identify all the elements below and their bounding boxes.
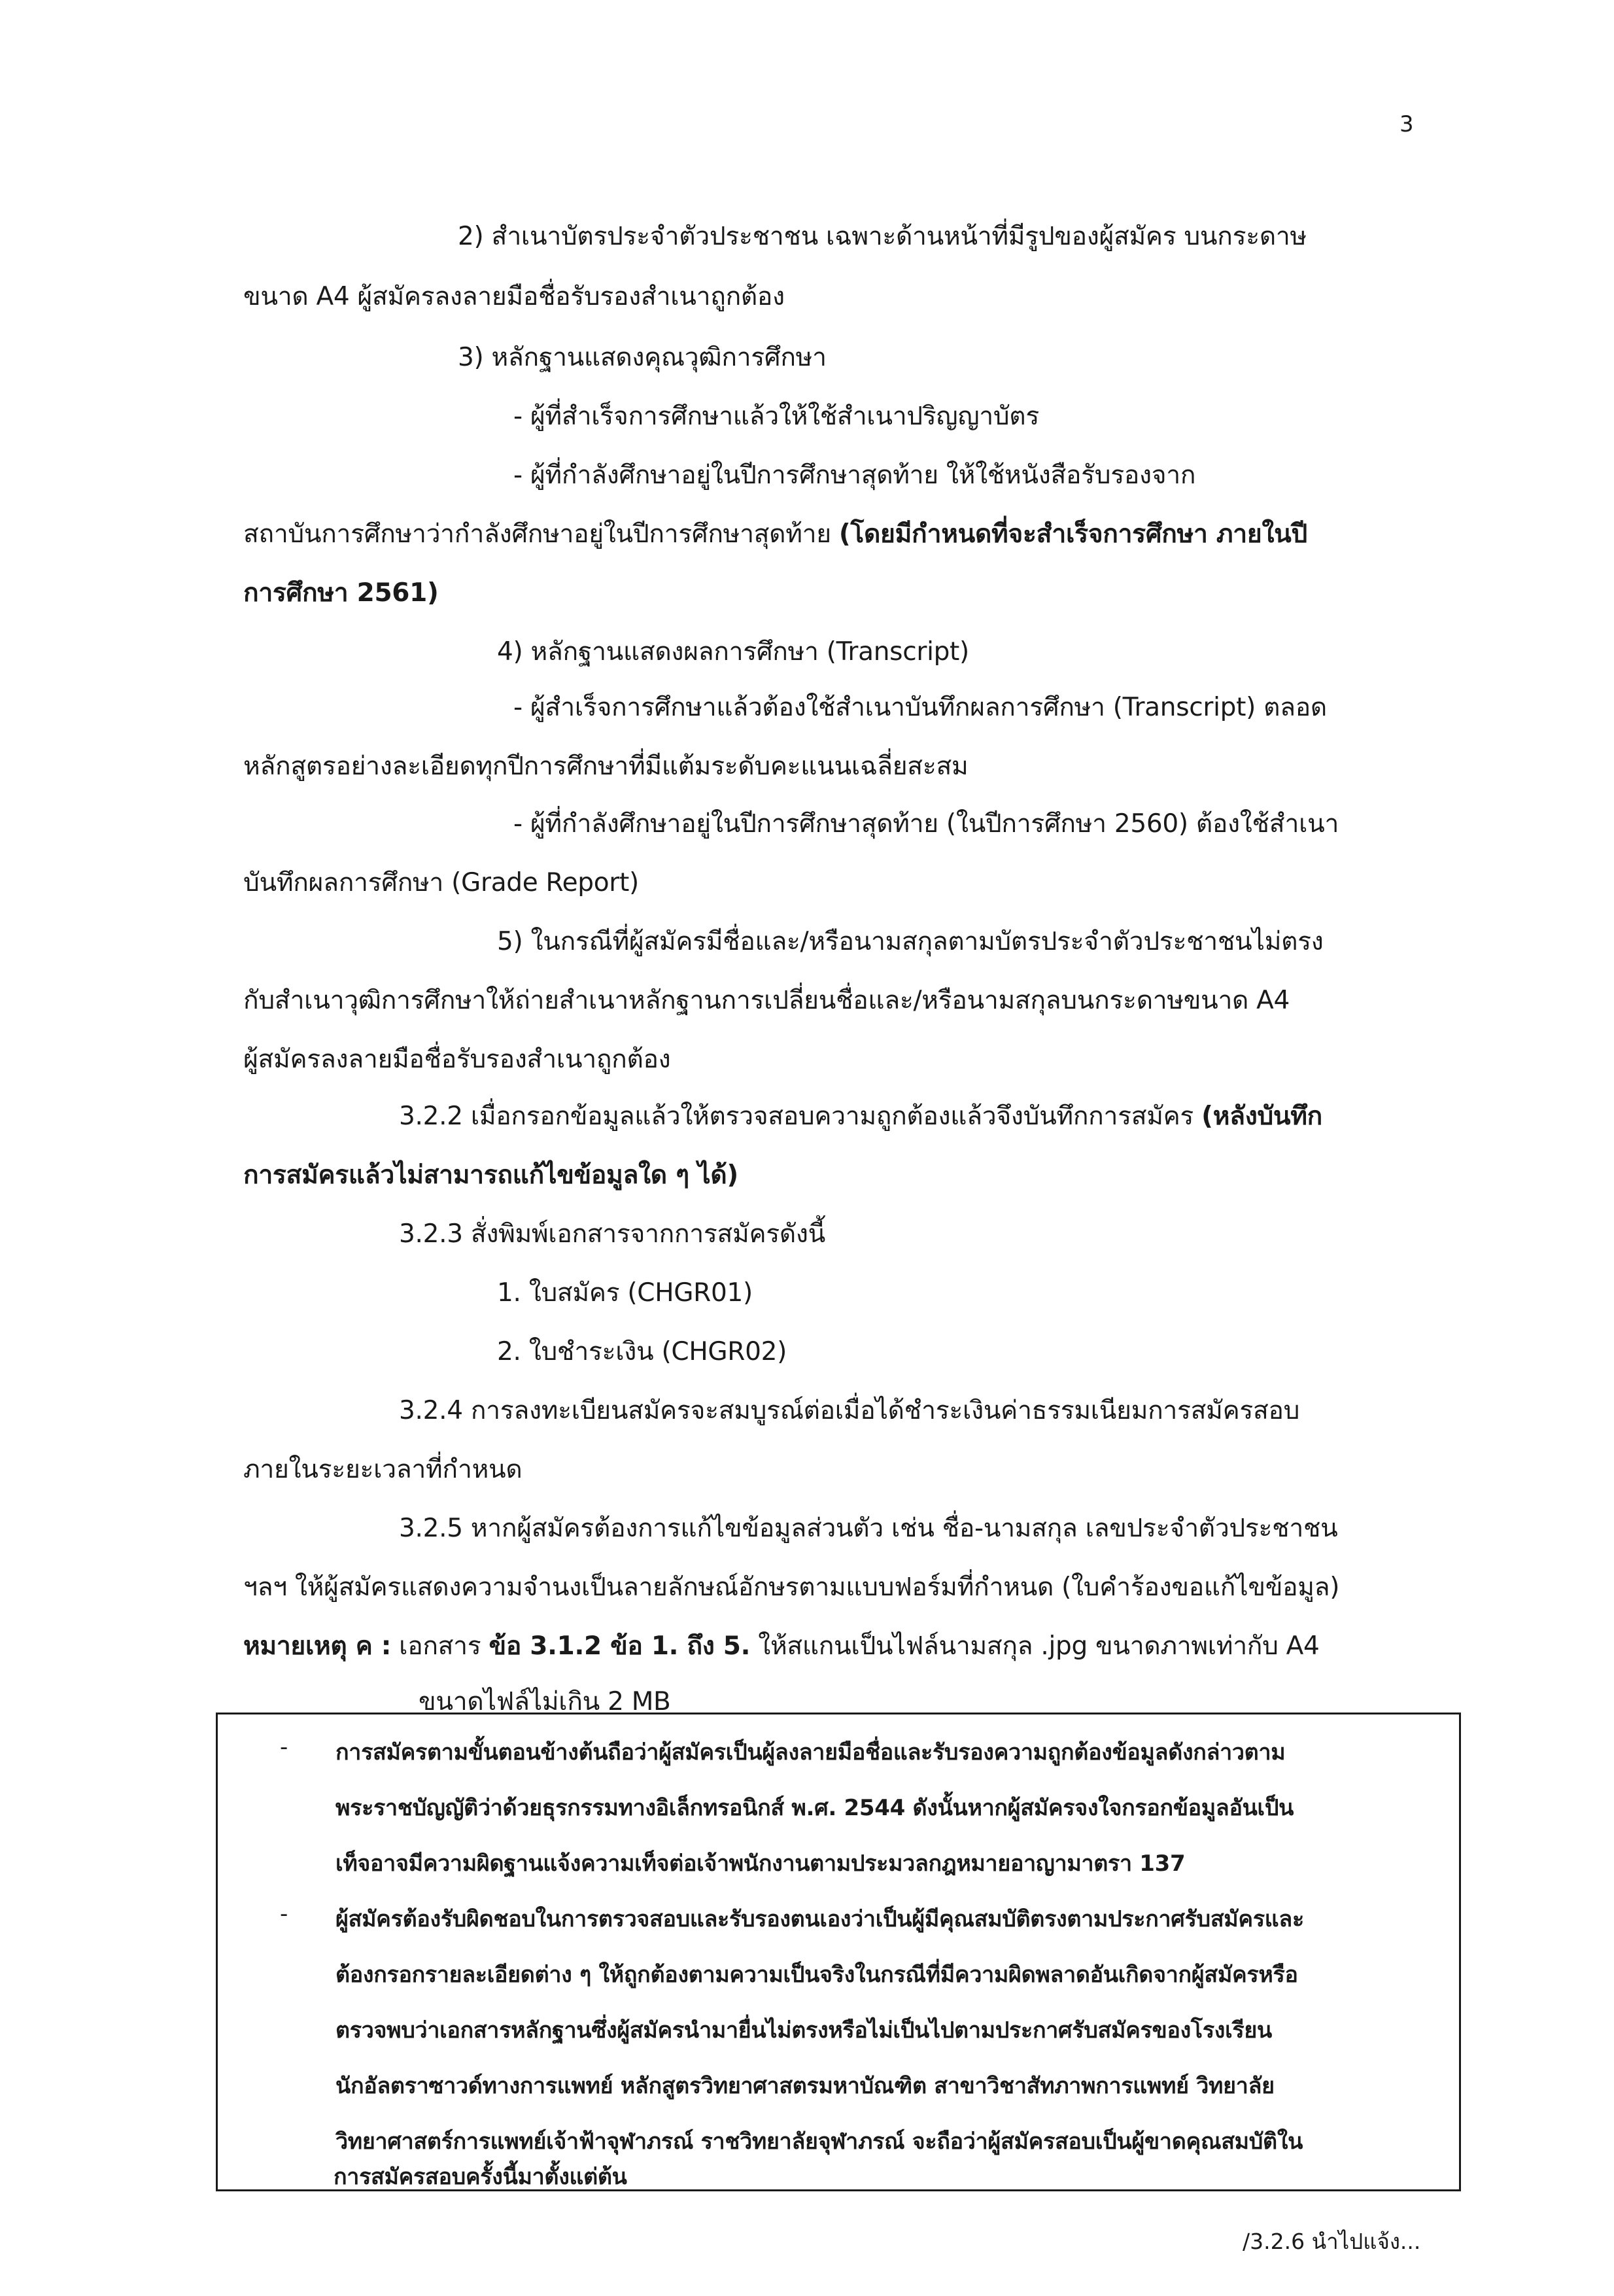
text-segment: 2. ใบชำระเงิน (CHGR02) xyxy=(497,1337,787,1366)
notice-item-2-line-2: ต้องกรอกรายละเอียดต่าง ๆ ให้ถูกต้องตามความเป็นจริงในกรณีที่มีความผิดพลาดอันเกิดจากผู้สมัครหรือ xyxy=(335,1962,1298,1988)
text-segment: 3.2.5 หากผู้สมัครต้องการแก้ไขข้อมูลส่วนตัว เช่น ชื่อ-นามสกุล เลขประจำตัวประชาชน xyxy=(399,1514,1338,1543)
notice-box xyxy=(216,1713,1461,2191)
bold-text-segment: ข้อ 3.1.2 ข้อ 1. ถึง 5. xyxy=(489,1631,751,1661)
item-2-line-2 xyxy=(243,276,785,317)
item-3-heading xyxy=(458,337,827,377)
notice-item-1-line-1: การสมัครตามขั้นตอนข้างต้นถือว่าผู้สมัครเป็นผู้ลงลายมือชื่อและรับรองความถูกต้องข้อมูลดังกล่าวตาม xyxy=(335,1739,1286,1765)
text-segment: 3.2.4 การลงทะเบียนสมัครจะสมบูรณ์ต่อเมื่อได้ชำระเงินค่าธรรมเนียมการสมัครสอบ xyxy=(399,1396,1300,1425)
item-3-bullet-2-line-2 xyxy=(243,513,1307,554)
text-segment: - ผู้ที่กำลังศึกษาอยู่ในปีการศึกษาสุดท้าย (ในปีการศึกษา 2560) ต้องใช้สำเนา xyxy=(513,809,1339,839)
text-segment: 5) ในกรณีที่ผู้สมัครมีชื่อและ/หรือนามสกุลตามบัตรประจำตัวประชาชนไม่ตรง xyxy=(497,927,1324,956)
bold-text-segment: การศึกษา 2561) xyxy=(243,578,439,608)
item-5-line-1 xyxy=(497,921,1324,962)
section-3-2-2-line-2 xyxy=(243,1155,738,1195)
item-4-heading xyxy=(497,631,969,672)
bold-text-segment: การสมัครแล้วไม่สามารถแก้ไขข้อมูลใด ๆ ได้) xyxy=(243,1160,738,1190)
text-segment: ฯลฯ ให้ผู้สมัครแสดงความจำนงเป็นลายลักษณ์อักษรตามแบบฟอร์มที่กำหนด (ใบคำร้องขอแก้ไขข้อมูล) xyxy=(243,1573,1340,1602)
text-segment: เอกสาร xyxy=(391,1631,489,1661)
section-3-2-4-line-1 xyxy=(399,1390,1299,1431)
text-segment: - ผู้สำเร็จการศึกษาแล้วต้องใช้สำเนาบันทึกผลการศึกษา (Transcript) ตลอด xyxy=(513,693,1327,722)
bold-text-segment: หมายเหตุ ค : xyxy=(243,1631,392,1661)
text-segment: 2) สำเนาบัตรประจำตัวประชาชน เฉพาะด้านหน้าที่มีรูปของผู้สมัคร บนกระดาษ xyxy=(458,222,1307,251)
item-4-bullet-1-line-2 xyxy=(243,746,968,786)
item-3-bullet-2-line-3 xyxy=(243,572,438,613)
item-4-bullet-1-line-1 xyxy=(513,687,1327,727)
item-2-line-1 xyxy=(458,216,1307,256)
bold-text-segment: (โดยมีกำหนดที่จะสำเร็จการศึกษา ภายในปี xyxy=(838,519,1307,549)
page-number: 3 xyxy=(1399,111,1414,137)
text-segment: 3) หลักฐานแสดงคุณวุฒิการศึกษา xyxy=(458,343,827,372)
section-3-2-5-line-2 xyxy=(243,1567,1339,1607)
notice-item-2-line-5: วิทยาศาสตร์การแพทย์เจ้าฟ้าจุฬาภรณ์ ราชวิทยาลัยจุฬาภรณ์ จะถือว่าผู้สมัครสอบเป็นผู้ขาดคุณสมบัติใน xyxy=(335,2129,1303,2155)
notice-item-1-dash: - xyxy=(280,1734,288,1760)
text-segment: ภายในระยะเวลาที่กำหนด xyxy=(243,1455,523,1484)
text-segment: กับสำเนาวุฒิการศึกษาให้ถ่ายสำเนาหลักฐานการเปลี่ยนชื่อและ/หรือนามสกุลบนกระดาษขนาด A4 xyxy=(243,986,1290,1015)
notice-item-2-line-6: การสมัครสอบครั้งนี้มาตั้งแต่ต้น xyxy=(334,2164,627,2190)
note-c-line-1 xyxy=(243,1626,1320,1666)
text-segment: 4) หลักฐานแสดงผลการศึกษา (Transcript) xyxy=(497,637,969,667)
section-3-2-3-heading xyxy=(399,1213,825,1254)
text-segment: 1. ใบสมัคร (CHGR01) xyxy=(497,1278,753,1308)
item-5-line-3 xyxy=(243,1039,670,1079)
item-4-bullet-2-line-1 xyxy=(513,803,1339,844)
bold-text-segment: (หลังบันทึก xyxy=(1201,1102,1322,1131)
text-segment: 3.2.3 สั่งพิมพ์เอกสารจากการสมัครดังนี้ xyxy=(399,1219,826,1249)
continuation-note: /3.2.6 นำไปแจ้ง... xyxy=(1243,2229,1421,2254)
text-segment: 3.2.2 เมื่อกรอกข้อมูลแล้วให้ตรวจสอบความถูกต้องแล้วจึงบันทึกการสมัคร xyxy=(399,1102,1202,1131)
text-segment: บันทึกผลการศึกษา (Grade Report) xyxy=(243,868,639,897)
section-3-2-2-line-1 xyxy=(399,1096,1322,1136)
text-segment: หลักสูตรอย่างละเอียดทุกปีการศึกษาที่มีแต้มระดับคะแนนเฉลี่ยสะสม xyxy=(243,752,969,781)
item-5-line-2 xyxy=(243,980,1290,1020)
section-3-2-3-item-1 xyxy=(497,1272,753,1313)
notice-item-1-line-3: เท็จอาจมีความผิดฐานแจ้งความเท็จต่อเจ้าพนักงานตามประมวลกฎหมายอาญามาตรา 137 xyxy=(335,1851,1186,1877)
notice-item-2-dash: - xyxy=(280,1901,288,1927)
notice-item-2-line-1: ผู้สมัครต้องรับผิดชอบในการตรวจสอบและรับรองตนเองว่าเป็นผู้มีคุณสมบัติตรงตามประกาศรับสมัครและ xyxy=(335,1906,1304,1932)
section-3-2-3-item-2 xyxy=(497,1331,787,1372)
text-segment: สถาบันการศึกษาว่ากำลังศึกษาอยู่ในปีการศึกษาสุดท้าย xyxy=(243,519,839,549)
text-segment: ขนาด A4 ผู้สมัครลงลายมือชื่อรับรองสำเนาถูกต้อง xyxy=(243,282,785,311)
item-4-bullet-2-line-2 xyxy=(243,862,639,903)
text-segment: ให้สแกนเป็นไฟล์นามสกุล .jpg ขนาดภาพเท่ากับ A4 xyxy=(750,1631,1320,1661)
section-3-2-4-line-2 xyxy=(243,1449,522,1489)
item-3-bullet-2-line-1 xyxy=(513,455,1195,495)
notice-item-2-line-3: ตรวจพบว่าเอกสารหลักฐานซึ่งผู้สมัครนำมายื่นไม่ตรงหรือไม่เป็นไปตามประกาศรับสมัครของโรงเรียน xyxy=(335,2017,1272,2044)
text-segment: ขนาดไฟล์ไม่เกิน 2 MB xyxy=(419,1687,671,1716)
text-segment: ผู้สมัครลงลายมือชื่อรับรองสำเนาถูกต้อง xyxy=(243,1045,671,1074)
text-segment: - ผู้ที่สำเร็จการศึกษาแล้วให้ใช้สำเนาปริญญาบัตร xyxy=(513,402,1039,431)
section-3-2-5-line-1 xyxy=(399,1508,1337,1548)
notice-item-2-line-4: นักอัลตราซาวด์ทางการแพทย์ หลักสูตรวิทยาศาสตรมหาบัณฑิต สาขาวิชาสัทภาพการแพทย์ วิทยาลัย xyxy=(335,2073,1275,2099)
text-segment: - ผู้ที่กำลังศึกษาอยู่ในปีการศึกษาสุดท้าย ให้ใช้หนังสือรับรองจาก xyxy=(513,461,1196,490)
notice-item-1-line-2: พระราชบัญญัติว่าด้วยธุรกรรมทางอิเล็กทรอนิกส์ พ.ศ. 2544 ดังนั้นหากผู้สมัครจงใจกรอกข้อมูลอันเป็น xyxy=(335,1795,1294,1821)
item-3-bullet-1 xyxy=(513,396,1039,436)
